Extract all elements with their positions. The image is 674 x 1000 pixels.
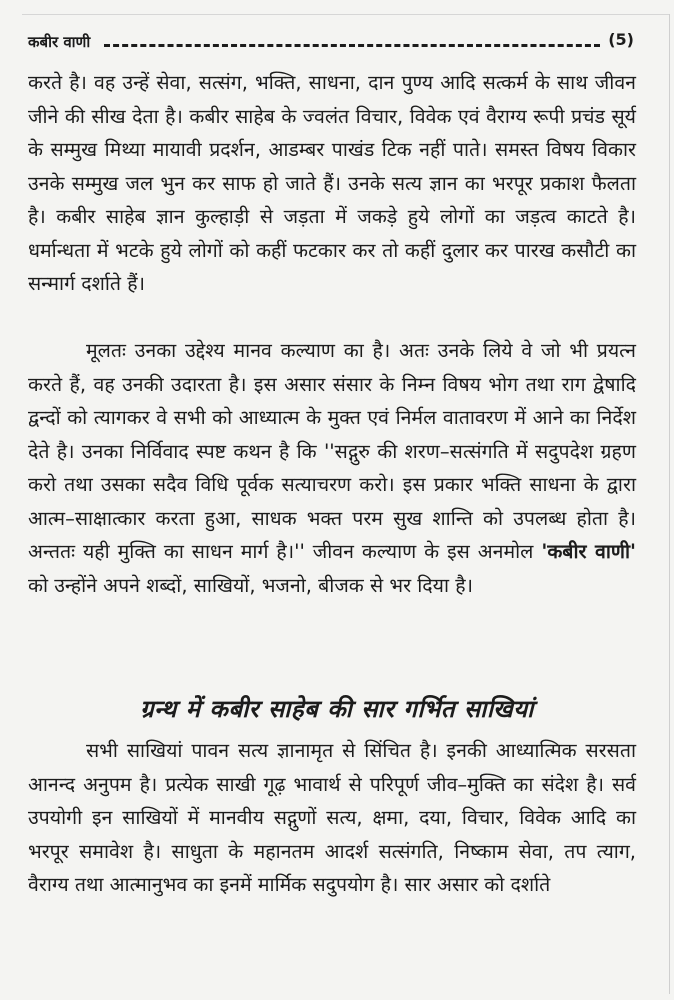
paragraph-2-text: मूलतः उनका उद्देश्य मानव कल्याण का है। अतः उनके लिये वे जो भी प्रयत्न करते हैं, वह उनकी उदारता है। इस असार संसार के निम्न विषय भोग तथा राग द्वेषादि द्वन्दों को त्यागकर वे सभी को आध्यात्म के मुक्त एवं निर्मल वातावरण में आने का निर्देश देते है। उनका निर्विवाद स्पष्ट कथन है कि ''सद्गुरु की शरण–सत्संगति में सदुपदेश ग्रहण करो तथा उसका सदैव विधि पूर्वक सत्याचरण करो। इस प्रकार भक्ति साधना के द्वारा आत्म–साक्षात्कार करता हुआ, साधक भक्त परम सुख शान्ति को उपलब्ध होता है। अन्ततः यही मुक्ति का साधन मार्ग है।'' जीवन कल्याण के इस अनमोल [28,339,636,563]
paragraph-3: सभी साखियां पावन सत्य ज्ञानामृत से सिंचित है। इनकी आध्यात्मिक सरसता आनन्द अनुपम है। प्रत्येक साखी गूढ़ भावार्थ से परिपूर्ण जीव–मुक्ति का संदेश है। सर्व उपयोगी इन साखियों में मानवीय सद्गुणों सत्य, क्षमा, दया, विचार, विवेक आदि का भरपूर समावेश है। साधुता के महानतम आदर्श सत्संगति, निष्काम सेवा, तप त्याग, वैराग्य तथा आत्मानुभव का इनमें मार्मिक सदुपयोग है। सार असार को दर्शाते [28,739,636,896]
page-top-edge [22,14,670,15]
header-dashed-rule [104,44,600,47]
running-header [28,30,634,56]
section-heading: ग्रन्थ में कबीर साहेब की सार गर्भित साखियां [140,694,534,723]
paragraph-1: करते है। वह उन्हें सेवा, सत्संग, भक्ति, साधना, दान पुण्य आदि सत्कर्म के साथ जीवन जीने की सीख देता है। कबीर साहेब के ज्वलंत विचार, विवेक एवं वैराग्य रूपी प्रचंड सूर्य के सम्मुख मिथ्या मायावी प्रदर्शन, आडम्बर पाखंड टिक नहीं पाते। समस्त विषय विकार उनके सम्मुख जल भुन कर साफ हो जाते हैं। उनके सत्य ज्ञान का भरपूर प्रकाश फैलता है। कबीर साहेब ज्ञान कुल्हाड़ी से जड़ता में जकड़े हुये लोगों का जड़त्व काटते है। धर्मान्धता में भटके हुये लोगों को कहीं फटकार कर तो कहीं दुलार कर पारख कसौटी का सन्मार्ग दर्शाते हैं। [28,71,636,295]
page-right-edge [669,14,670,994]
book-title-bold: 'कबीर वाणी' [541,540,636,563]
header-title: कबीर वाणी [28,33,91,51]
paragraph-2 [28,334,636,602]
page-number: (5) [608,30,634,49]
paragraph-2-ending: को उन्होंने अपने शब्दों, साखियों, भजनो, बीजक से भर दिया है। [28,573,473,597]
